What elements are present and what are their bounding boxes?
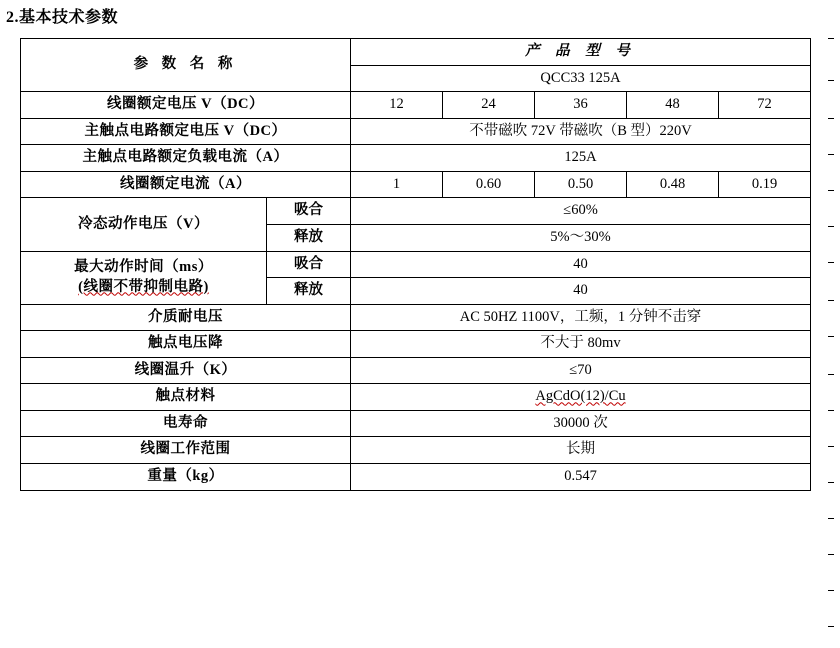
row-label-main-contact-rated-voltage: 主触点电路额定电压 V（DC） — [21, 118, 351, 145]
row-label-dielectric-withstand-voltage: 介质耐电压 — [21, 304, 351, 331]
sub-label-pickup: 吸合 — [267, 251, 351, 278]
sub-label-release: 释放 — [267, 224, 351, 251]
table-row — [21, 198, 811, 225]
row-label-max-action-time-line1: 最大动作时间（ms） — [74, 259, 213, 275]
table-row — [21, 251, 811, 278]
cell-value: 125A — [351, 145, 811, 172]
cell-value: 12 — [351, 92, 443, 119]
table-row — [21, 410, 811, 437]
row-label-main-contact-rated-current: 主触点电路额定负载电流（A） — [21, 145, 351, 172]
table-row — [21, 145, 811, 172]
row-label-coil-working-range: 线圈工作范围 — [21, 437, 351, 464]
cell-value: 不大于 80mv — [351, 331, 811, 358]
row-label-cold-state-action-voltage: 冷态动作电压（V） — [21, 198, 267, 251]
cell-value: ≤60% — [351, 198, 811, 225]
table-row — [21, 384, 811, 411]
cell-value: 1 — [351, 171, 443, 198]
header-parameter-name: 参 数 名 称 — [21, 39, 351, 92]
cell-value: AC 50HZ 1100V，工频，1 分钟不击穿 — [351, 304, 811, 331]
sub-label-pickup: 吸合 — [267, 198, 351, 225]
row-label-electrical-life: 电寿命 — [21, 410, 351, 437]
cell-value: AgCdO(12)/Cu — [351, 384, 811, 411]
header-product-model-value: QCC33 125A — [351, 65, 811, 92]
cell-value: 40 — [351, 278, 811, 305]
cell-value: 72 — [719, 92, 811, 119]
cell-value: 不带磁吹 72V 带磁吹（B 型）220V — [351, 118, 811, 145]
table-row — [21, 304, 811, 331]
cell-value: 0.19 — [719, 171, 811, 198]
table-row — [21, 464, 811, 491]
sub-label-release: 释放 — [267, 278, 351, 305]
cell-value: 0.50 — [535, 171, 627, 198]
row-label-max-action-time — [21, 251, 267, 304]
cell-value: 长期 — [351, 437, 811, 464]
cell-value: 0.48 — [627, 171, 719, 198]
cell-value: 5%～30% — [351, 224, 811, 251]
row-label-weight: 重量（kg） — [21, 464, 351, 491]
cell-value: 0.60 — [443, 171, 535, 198]
table-row — [21, 171, 811, 198]
technical-parameters-table — [20, 38, 811, 491]
row-label-coil-rated-current: 线圈额定电流（A） — [21, 171, 351, 198]
page-title: 2.基本技术参数 — [6, 9, 119, 26]
header-product-model: 产 品 型 号 — [351, 39, 811, 66]
table-row — [21, 92, 811, 119]
table-row — [21, 437, 811, 464]
row-label-contact-material: 触点材料 — [21, 384, 351, 411]
table-row — [21, 331, 811, 358]
table-row — [21, 118, 811, 145]
cell-value: 30000 次 — [351, 410, 811, 437]
cell-value: 40 — [351, 251, 811, 278]
table-row — [21, 357, 811, 384]
cell-value: 36 — [535, 92, 627, 119]
row-label-coil-rated-voltage: 线圈额定电压 V（DC） — [21, 92, 351, 119]
row-label-coil-temperature-rise: 线圈温升（K） — [21, 357, 351, 384]
row-label-contact-voltage-drop: 触点电压降 — [21, 331, 351, 358]
cell-value: 24 — [443, 92, 535, 119]
cell-value: ≤70 — [351, 357, 811, 384]
table-row-header — [21, 39, 811, 66]
row-label-max-action-time-line2: (线圈不带抑制电路) — [78, 278, 209, 295]
cell-value: 0.547 — [351, 464, 811, 491]
cell-value: 48 — [627, 92, 719, 119]
page-edge-marks — [824, 38, 834, 638]
